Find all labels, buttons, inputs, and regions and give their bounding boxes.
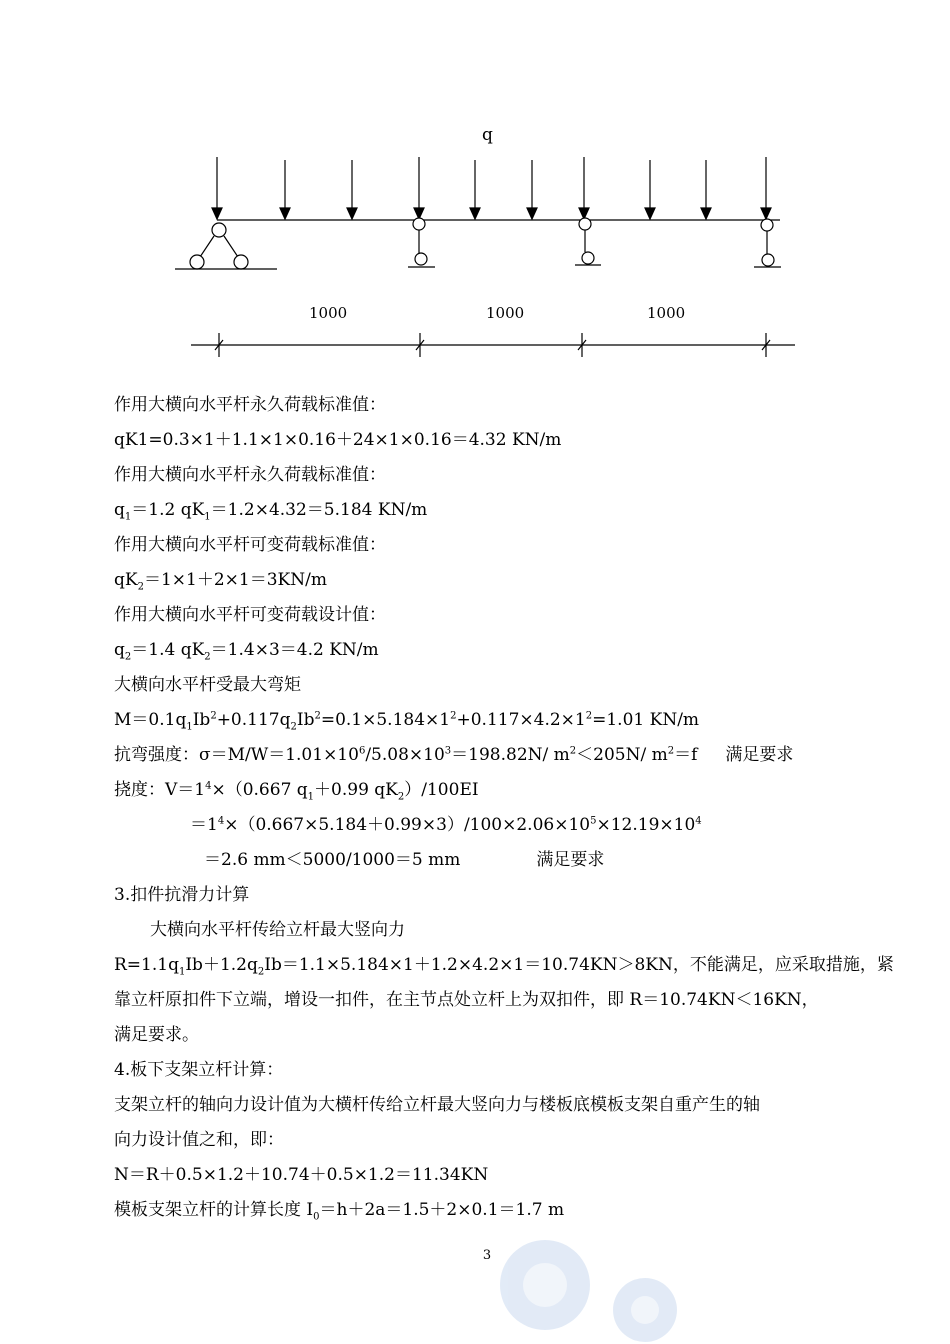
roller-support <box>575 218 601 265</box>
formula-line: ＝2.6 mm＜5000/1000＝5 mm 满足要求 <box>204 850 605 870</box>
text-line: 作用大横向水平杆可变荷载标准值： <box>114 535 386 555</box>
text-line: 靠立杆原扣件下立端，增设一扣件，在主节点处立杆上为双扣件，即 R＝10.74KN＜16KN， <box>114 990 819 1010</box>
dimension-line <box>191 333 795 357</box>
section-heading: 4.板下支架立杆计算： <box>114 1060 284 1080</box>
section-heading: 3.扣件抗滑力计算 <box>114 885 250 905</box>
load-arrow <box>470 160 480 219</box>
load-label: q <box>482 125 493 145</box>
text-line: 作用大横向水平杆永久荷载标准值： <box>114 465 386 485</box>
formula-line: 模板支架立杆的计算长度 $I_0=h+2a=1.5+2\times 0.1=1.7$ m <box>114 1200 565 1223</box>
text-line: 支架立杆的轴向力设计值为大横杆传给立杆最大竖向力与楼板底模板支架自重产生的轴 <box>114 1095 760 1115</box>
formula-line: $qK_2=1\times 1+2\times 1=3KN/m$ <box>114 570 327 593</box>
load-arrow <box>414 157 424 219</box>
load-arrow <box>347 160 357 219</box>
load-arrow <box>761 157 771 219</box>
span-label: 1000 <box>486 304 525 322</box>
text-line: 向力设计值之和，即： <box>114 1130 284 1150</box>
formula-line: $=1^4\times(0.667\times 5.184+0.99\times 3)/100\times 2.06\times 10^5\times 12.19\times 10^4$ <box>190 815 702 835</box>
text-line: 满足要求。 <box>114 1025 199 1045</box>
load-arrow <box>579 157 589 219</box>
page-number: 3 <box>482 1248 492 1263</box>
formula-line: $R=1.1q_1Ib+1.2q_2Ib=1.1\times 5.184\times 1+1.2\times 4.2\times 1=10.74KN>8KN$，不能满足，应采取措施，紧 <box>114 955 894 978</box>
roller-support <box>754 219 781 267</box>
text-line: 作用大横向水平杆可变荷载设计值： <box>114 605 386 625</box>
span-label: 1000 <box>647 304 686 322</box>
check-result: 满足要求 <box>725 745 794 765</box>
beam-load-diagram <box>0 0 950 380</box>
load-arrow <box>280 160 290 219</box>
formula-line: N＝R＋0.5×1.2＋10.74＋0.5×1.2＝11.34KN <box>114 1165 489 1185</box>
formula-line: $q_2=1.4$ $qK_2=1.4\times 3=4.2$ KN/m <box>114 640 379 663</box>
formula-line: $M=0.1q_1Ib^2+0.117q_2Ib^2=0.1\times 5.184\times 1^2+0.117\times 4.2\times 1^2=1.01$ KN/m <box>114 710 700 733</box>
load-arrow <box>527 160 537 219</box>
text-line: 作用大横向水平杆永久荷载标准值： <box>114 395 386 415</box>
span-label: 1000 <box>309 304 348 322</box>
roller-support <box>408 218 435 267</box>
text-line: 大横向水平杆受最大弯矩 <box>114 675 301 695</box>
formula-line: 挠度：$V=1^4\times(0.667$ $q_1+0.99$ $qK_2)/100EI$ <box>114 780 479 803</box>
load-arrow <box>212 157 222 219</box>
formula-line: $q_1=1.2$ $qK_1=1.2\times 4.32=5.184$ KN/m <box>114 500 428 523</box>
load-arrow <box>645 160 655 219</box>
pin-support <box>175 223 277 269</box>
load-arrow <box>701 160 711 219</box>
text-line: 大横向水平杆传给立杆最大竖向力 <box>150 920 405 940</box>
formula-line: 抗弯强度：$\sigma=M/W=1.01\times 10^6/5.08\times 10^3=198.82N/$ $m^2<205N/$ $m^2=f$ 满足要求 <box>114 745 794 765</box>
formula-line: qK1=0.3×1＋1.1×1×0.16＋24×1×0.16＝4.32 KN/m <box>114 430 562 450</box>
check-result: 满足要求 <box>536 850 605 870</box>
